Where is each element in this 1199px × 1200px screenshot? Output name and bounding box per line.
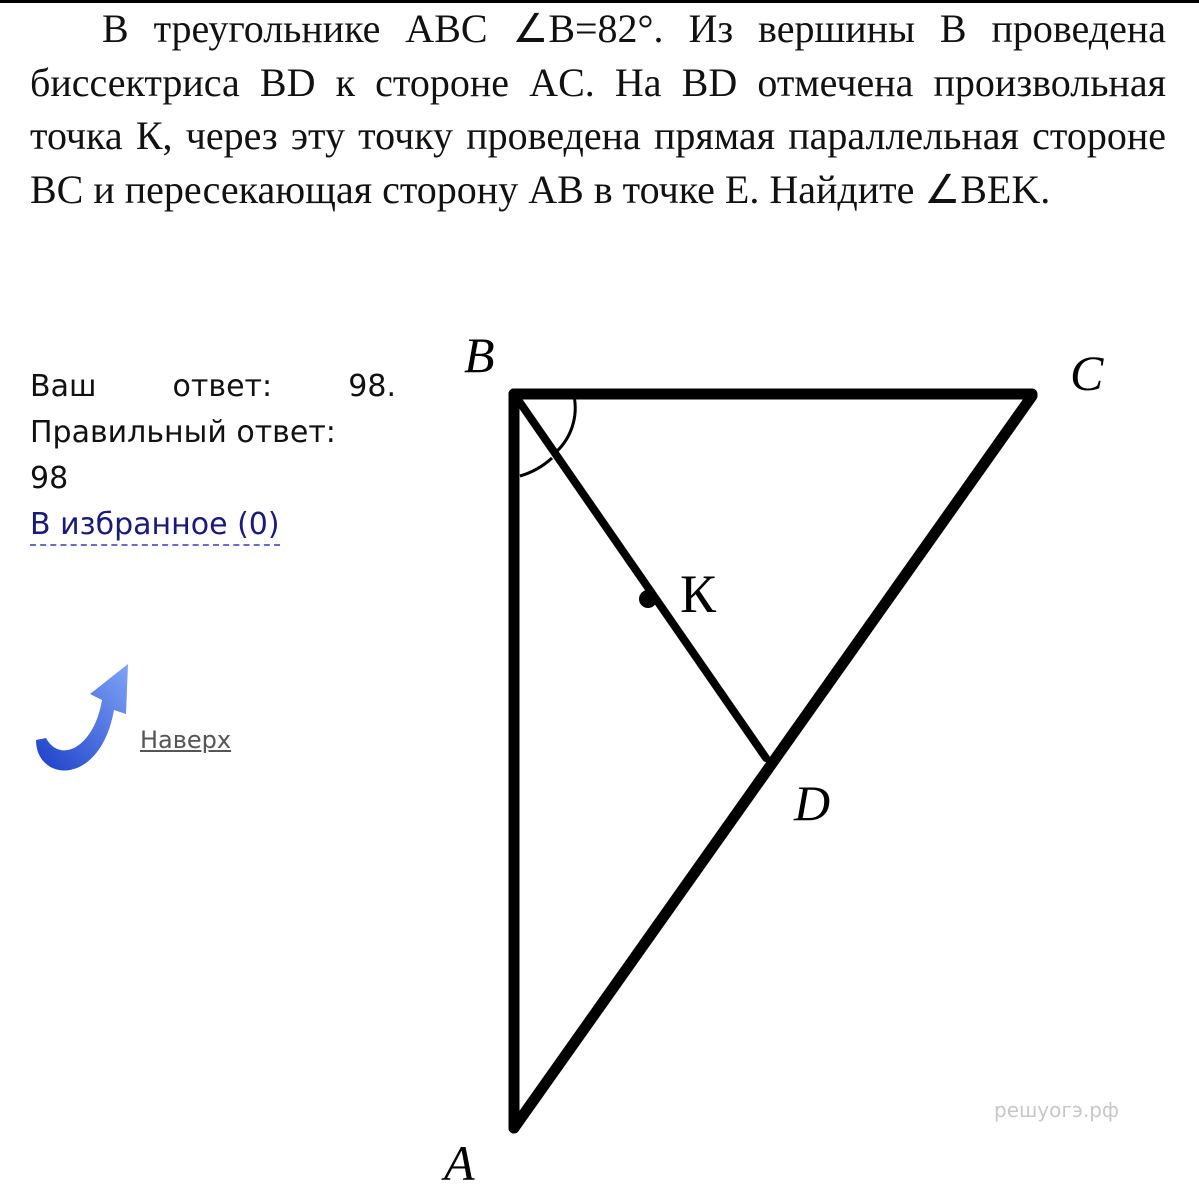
add-to-favorites-link[interactable]: В избранное (0) xyxy=(30,506,280,546)
your-answer-value: 98. xyxy=(348,369,396,404)
triangle-diagram xyxy=(420,310,1199,1200)
answer-sidebar xyxy=(30,364,396,548)
point-k xyxy=(639,590,657,608)
correct-answer-value: 98 xyxy=(30,461,69,496)
label-a: A xyxy=(444,1135,475,1191)
label-b: B xyxy=(464,327,495,383)
up-arrow-icon[interactable] xyxy=(28,772,148,789)
angle-arc-lower xyxy=(520,458,552,476)
site-watermark: решуогэ.рф xyxy=(994,1098,1120,1122)
label-k: К xyxy=(680,564,717,624)
your-answer xyxy=(30,364,396,410)
label-c: C xyxy=(1070,345,1104,401)
correct-answer xyxy=(30,410,396,502)
back-to-top[interactable] xyxy=(28,660,288,790)
to-top-link[interactable]: Наверх xyxy=(140,726,232,754)
label-d: D xyxy=(794,775,831,831)
bisector-bd xyxy=(514,394,766,758)
your-answer-label: Ваш ответ: xyxy=(30,369,273,404)
angle-arc-upper xyxy=(556,396,575,452)
problem-statement: В треугольнике ABC ∠B=82°. Из вершины B проведена биссектриса BD к стороне AC. На BD отмечена произвольная точка К, через эту точку проведена прямая параллельная стороне BC и пересекающая сторону AB в точке E. Найдите ∠BEK. xyxy=(30,6,1166,212)
correct-answer-label: Правильный ответ: xyxy=(30,415,336,450)
